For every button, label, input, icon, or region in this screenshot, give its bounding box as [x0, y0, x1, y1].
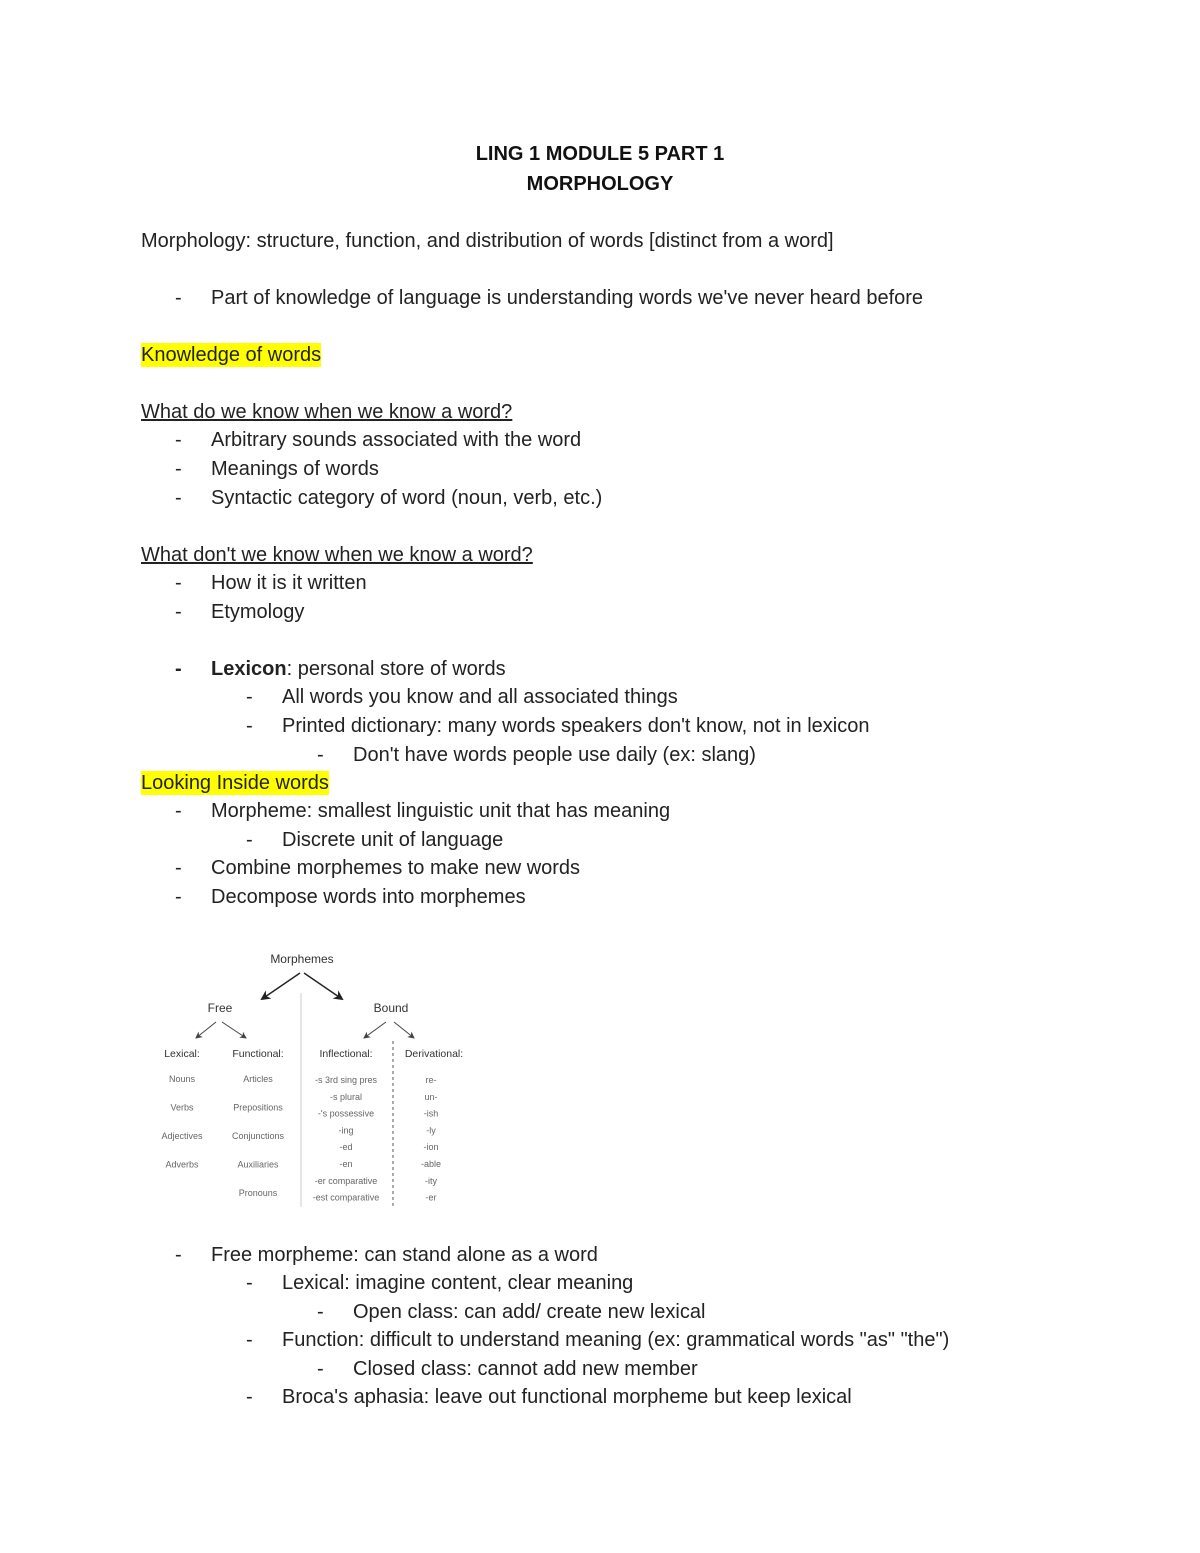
diagram-free-label: Free	[207, 1001, 233, 1015]
diagram-functional-item: Pronouns	[238, 1188, 278, 1198]
intro-bullet: Part of knowledge of language is understanding words we've never heard before	[211, 287, 924, 309]
morphology-definition: Morphology: structure, function, and distribution of words [distinct from a word]	[141, 230, 834, 252]
diagram-root-label: Morphemes	[270, 952, 334, 966]
diagram-lexical-header: Lexical:	[164, 1048, 200, 1060]
bullet-dash: -	[246, 686, 253, 708]
bullet-dash: -	[175, 857, 182, 879]
bullet-dash: -	[175, 658, 182, 680]
diagram-derivational-item: -ity	[425, 1175, 437, 1186]
diagram-inflectional-item: -s 3rd sing pres	[314, 1075, 378, 1085]
list-item: Meanings of words	[211, 458, 379, 480]
diagram-functional-item: Prepositions	[233, 1102, 283, 1113]
arrow-to-lexical	[196, 1022, 216, 1038]
diagram-inflectional-item: -ed	[339, 1142, 353, 1153]
diagram-inflectional-item: -ing	[338, 1125, 354, 1136]
diagram-derivational-item: -ion	[423, 1142, 439, 1153]
list-item: Decompose words into morphemes	[211, 886, 526, 908]
diagram-derivational-item: -ish	[423, 1108, 439, 1119]
diagram-inflectional-item: -'s possessive	[317, 1108, 375, 1119]
bullet-dash: -	[246, 829, 253, 851]
list-item: All words you know and all associated things	[282, 686, 678, 708]
diagram-inflectional-header: Inflectional:	[319, 1048, 373, 1060]
bullet-dash: -	[175, 429, 182, 451]
bullet-dash: -	[175, 886, 182, 908]
bullet-dash: -	[317, 1358, 324, 1380]
bullet-dash: -	[175, 572, 182, 594]
bullet-dash: -	[246, 1272, 253, 1294]
diagram-functional-item: Conjunctions	[231, 1131, 285, 1141]
bullet-dash: -	[175, 1244, 182, 1266]
bullet-dash: -	[175, 601, 182, 623]
list-item: Morpheme: smallest linguistic unit that has meaning	[211, 800, 671, 822]
arrow-to-bound	[304, 973, 342, 999]
arrow-to-free	[262, 973, 300, 999]
list-item: Combine morphemes to make new words	[211, 857, 581, 879]
list-item: Open class: can add/ create new lexical	[353, 1301, 706, 1323]
bullet-dash: -	[317, 744, 324, 766]
diagram-inflectional-item: -s plural	[329, 1091, 363, 1102]
lexicon-definition: : personal store of words	[286, 658, 506, 680]
page-title: LING 1 MODULE 5 PART 1	[475, 143, 725, 165]
diagram-derivational-item: re-	[425, 1075, 437, 1085]
bullet-dash: -	[246, 715, 253, 737]
bullet-dash: -	[317, 1301, 324, 1323]
diagram-lexical-item: Nouns	[168, 1074, 196, 1084]
diagram-functional-item: Articles	[243, 1074, 273, 1084]
section-heading-inside: Looking Inside words	[141, 772, 329, 794]
know-question: What do we know when we know a word?	[141, 401, 513, 423]
list-item: Closed class: cannot add new member	[353, 1358, 698, 1380]
bullet-dash: -	[246, 1329, 253, 1351]
arrow-to-inflectional	[364, 1022, 386, 1038]
diagram-lexical-item: Adverbs	[165, 1159, 199, 1170]
list-item: Arbitrary sounds associated with the word	[211, 429, 582, 451]
list-item: Don't have words people use daily (ex: slang)	[353, 744, 756, 766]
bullet-dash: -	[175, 287, 182, 309]
diagram-inflectional-item: -en	[339, 1159, 353, 1169]
diagram-derivational-item: -er	[425, 1192, 437, 1203]
list-item: How it is it written	[211, 572, 367, 594]
list-item: Etymology	[211, 601, 305, 623]
dontknow-question: What don't we know when we know a word?	[141, 544, 533, 566]
diagram-derivational-item: -able	[420, 1159, 442, 1169]
list-item: Broca's aphasia: leave out functional morpheme but keep lexical	[282, 1386, 852, 1408]
list-item: Printed dictionary: many words speakers don't know, not in lexicon	[282, 715, 870, 737]
list-item: Discrete unit of language	[282, 829, 504, 851]
diagram-derivational-item: un-	[424, 1091, 438, 1102]
lexicon-line	[211, 657, 506, 681]
bullet-dash: -	[246, 1386, 253, 1408]
bullet-dash: -	[175, 800, 182, 822]
arrow-to-derivational	[394, 1022, 414, 1038]
diagram-lexical-item: Adjectives	[161, 1131, 203, 1141]
diagram-inflectional-item: -er comparative	[314, 1175, 378, 1186]
diagram-bound-label: Bound	[373, 1001, 409, 1015]
lexicon-term: Lexicon	[211, 658, 287, 680]
page-subtitle: MORPHOLOGY	[526, 173, 674, 195]
arrow-to-functional	[222, 1022, 246, 1038]
bullet-dash: -	[175, 458, 182, 480]
list-item: Free morpheme: can stand alone as a word	[211, 1244, 598, 1266]
diagram-derivational-item: -ly	[426, 1125, 436, 1136]
bullet-dash: -	[175, 487, 182, 509]
list-item: Lexical: imagine content, clear meaning	[282, 1272, 634, 1294]
diagram-inflectional-item: -est comparative	[312, 1192, 380, 1203]
morpheme-tree-diagram	[150, 945, 480, 1215]
diagram-functional-item: Auxiliaries	[237, 1159, 279, 1170]
section-heading-knowledge: Knowledge of words	[141, 344, 322, 366]
list-item: Function: difficult to understand meaning (ex: grammatical words "as" "the")	[282, 1329, 950, 1351]
diagram-derivational-header: Derivational:	[404, 1048, 464, 1060]
diagram-functional-header: Functional:	[232, 1048, 284, 1060]
list-item: Syntactic category of word (noun, verb, etc.)	[211, 487, 603, 509]
diagram-lexical-item: Verbs	[170, 1102, 194, 1113]
